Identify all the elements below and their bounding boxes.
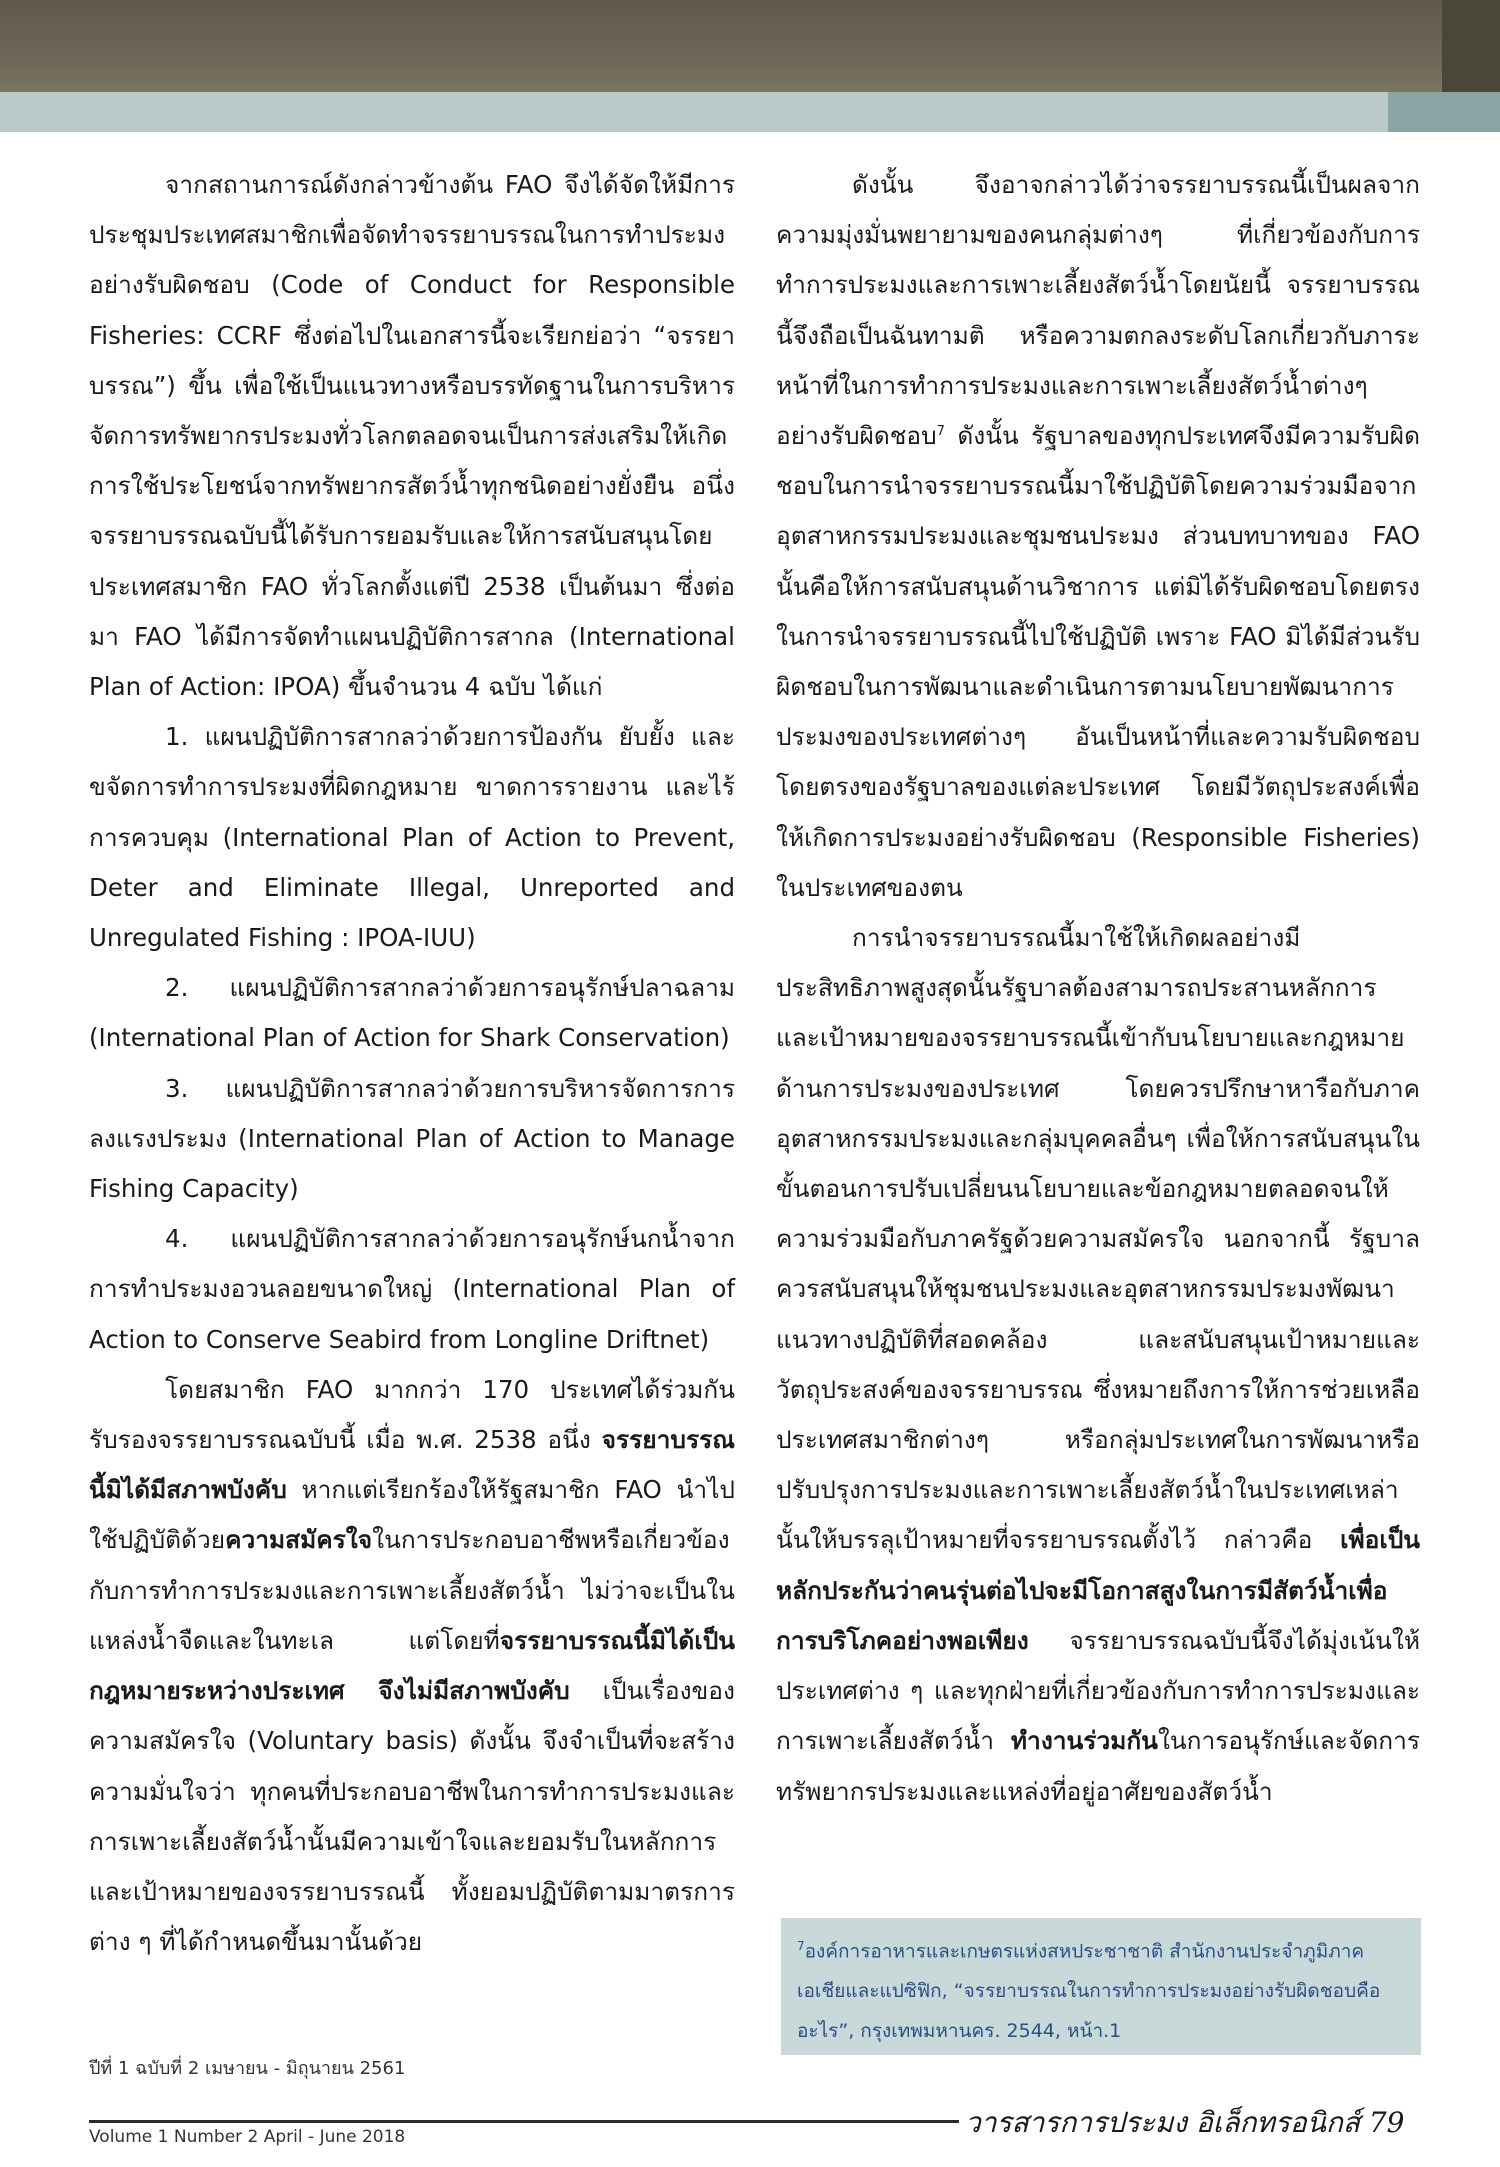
list-item-shark: 2. แผนปฏิบัติการสากลว่าด้วยการอนุรักษ์ปลาฉลาม (International Plan of Action for Shark Conservation) xyxy=(89,973,735,1053)
journal-title: วารสารการประมง อิเล็กทรอนิกส์ xyxy=(965,2106,1360,2139)
text-run: ดังนั้น จึงอาจกล่าวได้ว่าจรรยาบรรณนี้เป็นผลจากความมุ่งมั่นพยายามของคนกลุ่มต่างๆ ที่เกี่ยวข้องกับการทำการประมงและการเพาะเลี้ยงสัตว์น้ำโดยนัยนี้ จรรยาบรรณนี้จึงถือเป็นฉันทามติ หรือความตกลงระดับโลกเกี่ยวกับภาระหน้าที่ในการทำการประมงและการเพาะเลี้ยงสัตว์น้ำต่างๆ อย่างรับผิดชอบ xyxy=(776,170,1420,451)
bold-work-together: ทำงานร่วมกัน xyxy=(1010,1726,1158,1756)
text-run: ในการอนุรักษ์และจัดการทรัพยากรประมงและแหล่งที่อยู่อาศัยของสัตว์น้ำ xyxy=(776,1726,1420,1806)
list-item-ipoa-iuu: 1. แผนปฏิบัติการสากลว่าด้วยการป้องกัน ยับยั้ง และขจัดการทำการประมงที่ผิดกฎหมาย ขาดการรายงาน และไร้การควบคุม (International Plan of Action to Prevent, Deter and Eliminate Illegal, Unreported and Unregulated Fishing : IPOA-IUU) xyxy=(89,722,735,953)
footer-issue-thai: ปีที่ 1 ฉบับที่ 2 เมษายน - มิถุนายน 2561 xyxy=(89,2058,406,2079)
text-run: โดยสมาชิก FAO มากกว่า 170 ประเทศได้ร่วมกันรับรองจรรยาบรรณฉบับนี้ เมื่อ พ.ศ. 2538 อนึ่ง xyxy=(89,1374,735,1455)
paragraph-implementation xyxy=(776,913,1420,1817)
text-run: จรรยาบรรณฉบับนี้จึงได้มุ่งเน้นให้ประเทศต่าง ๆ และทุกฝ่ายที่เกี่ยวข้องกับการทำการประมงและการเพาะเลี้ยงสัตว์น้ำ xyxy=(776,1625,1420,1756)
text-run: เป็นเรื่องของความสมัครใจ (Voluntary basis) ดังนั้น จึงจำเป็นที่จะสร้างความมั่นใจว่า ทุกคนที่ประกอบอาชีพในการทำการประมงและการเพาะเลี้ยงสัตว์น้ำนั้นมีความเข้าใจและยอมรับในหลักการและเป้าหมายของจรรยาบรรณนี้ ทั้งยอมปฏิบัติตามมาตรการต่าง ๆ ที่ได้กำหนดขึ้นมานั้นด้วย xyxy=(89,1676,735,1957)
footer-rule xyxy=(89,2120,959,2123)
text-run: ดังนั้น รัฐบาลของทุกประเทศจึงมีความรับผิดชอบในการนำจรรยาบรรณนี้มาใช้ปฏิบัติโดยความร่วมมือจากอุตสาหกรรมประมงและชุมชนประมง ส่วนบทบาทของ FAO นั้นคือให้การสนับสนุนด้านวิชาการ แต่มิได้รับผิดชอบโดยตรงในการนำจรรยาบรรณนี้ไปใช้ปฏิบัติ เพราะ FAO มิได้มีส่วนรับผิดชอบในการพัฒนาและดำเนินการตามนโยบายพัฒนาการประมงของประเทศต่างๆ อันเป็นหน้าที่และความรับผิดชอบโดยตรงของรัฐบาลของแต่ละประเทศ โดยมีวัตถุประสงค์เพื่อให้เกิดการประมงอย่างรับผิดชอบ (Responsible Fisheries) ในประเทศของตน xyxy=(776,421,1420,902)
text-run: การนำจรรยาบรรณนี้มาใช้ให้เกิดผลอย่างมีประสิทธิภาพสูงสุดนั้นรัฐบาลต้องสามารถประสานหลักการและเป้าหมายของจรรยาบรรณนี้เข้ากับนโยบายและกฎหมายด้านการประมงของประเทศ โดยควรปรึกษาหารือกับภาคอุตสาหกรรมประมงและกลุ่มบุคคลอื่นๆ เพื่อให้การสนับสนุนในขั้นตอนการปรับเปลี่ยนนโยบายและข้อกฎหมายตลอดจนให้ความร่วมมือกับภาครัฐด้วยความสมัครใจ นอกจากนี้ รัฐบาลควรสนับสนุนให้ชุมชนประมงและอุตสาหกรรมประมงพัฒนาแนวทางปฏิบัติที่สอดคล้อง และสนับสนุนเป้าหมายและวัตถุประสงค์ของจรรยาบรรณ ซึ่งหมายถึงการให้การช่วยเหลือประเทศสมาชิกต่างๆ หรือกลุ่มประเทศในการพัฒนาหรือปรับปรุงการประมงและการเพาะเลี้ยงสัตว์น้ำในประเทศเหล่านั้นให้บรรลุเป้าหมายที่จรรยาบรรณตั้งไว้ กล่าวคือ xyxy=(776,923,1420,1555)
header-dark-band xyxy=(0,0,1500,92)
footer-issue-en: Volume 1 Number 2 April - June 2018 xyxy=(89,2127,406,2147)
page-number: 79 xyxy=(1368,2106,1405,2139)
bold-guarantee: เพื่อเป็นหลักประกันว่าคนรุ่นต่อไปจะมีโอกาสสูงในการมีสัตว์น้ำเพื่อการบริโภคอย่างพอเพียง xyxy=(776,1525,1420,1655)
header-corner-block xyxy=(1442,0,1500,92)
footnote-divider xyxy=(776,1895,1420,1896)
bold-not-binding: จรรยาบรรณนี้มิได้มีสภาพบังคับ xyxy=(89,1425,735,1505)
footnote-box xyxy=(781,1918,1421,2055)
paragraph-intro: จากสถานการณ์ดังกล่าวข้างต้น FAO จึงได้จัดให้มีการประชุมประเทศสมาชิกเพื่อจัดทำจรรยาบรรณในการทำประมงอย่างรับผิดชอบ (Code of Conduct for Responsible Fisheries: CCRF ซึ่งต่อไปในเอกสารนี้จะเรียกย่อว่า “จรรยาบรรณ”) ขึ้น เพื่อใช้เป็นแนวทางหรือบรรทัดฐานในการบริหารจัดการทรัพยากรประมงทั่วโลกตลอดจนเป็นการส่งเสริมให้เกิดการใช้ประโยชน์จากทรัพยากรสัตว์น้ำทุกชนิดอย่างยั่งยืน อนึ่ง จรรยาบรรณฉบับนี้ได้รับการยอมรับและให้การสนับสนุนโดยประเทศสมาชิก FAO ทั่วโลกตั้งแต่ปี 2538 เป็นต้นมา ซึ่งต่อมา FAO ได้มีการจัดทำแผนปฏิบัติการสากล (International Plan of Action: IPOA) ขึ้นจำนวน 4 ฉบับ ได้แก่ xyxy=(89,170,735,702)
text-run: ในการประกอบอาชีพหรือเกี่ยวข้องกับการทำการประมงและการเพาะเลี้ยงสัตว์น้ำ ไม่ว่าจะเป็นในแหล่งน้ำจืดและในทะเล แต่โดยที่ xyxy=(89,1525,735,1655)
left-column xyxy=(89,160,735,1967)
header-teal-accent xyxy=(1388,92,1500,132)
header-teal-band xyxy=(0,92,1500,132)
list-item-seabird: 4. แผนปฏิบัติการสากลว่าด้วยการอนุรักษ์นกน้ำจากการทำประมงอวนลอยขนาดใหญ่ (International Plan of Action to Conserve Seabird from Longline Driftnet) xyxy=(89,1224,735,1354)
list-item-fishing-capacity: 3. แผนปฏิบัติการสากลว่าด้วยการบริหารจัดการการลงแรงประมง (International Plan of Action to Manage Fishing Capacity) xyxy=(89,1073,735,1204)
footer-journal xyxy=(965,2101,1404,2145)
footnote-ref: 7 xyxy=(936,423,945,439)
footnote-marker: 7 xyxy=(797,1939,805,1953)
bold-not-law: จรรยาบรรณนี้มิได้เป็นกฎหมายระหว่างประเทศ จึงไม่มีสภาพบังคับ xyxy=(89,1625,735,1706)
footnote-text: องค์การอาหารและเกษตรแห่งสหประชาชาติ สำนักงานประจำภูมิภาคเอเชียและแปซิฟิก, “จรรยาบรรณในการทำการประมงอย่างรับผิดชอบคืออะไร”, กรุงเทพมหานคร. 2544, หน้า.1 xyxy=(797,1940,1381,2043)
paragraph-voluntary xyxy=(89,1365,735,1967)
paragraph-consensus xyxy=(776,160,1420,913)
right-column xyxy=(776,160,1420,1817)
text-run: หากแต่เรียกร้องให้รัฐสมาชิก FAO นำไปใช้ปฏิบัติด้วย xyxy=(89,1475,735,1555)
bold-voluntary: ความสมัครใจ xyxy=(225,1525,373,1555)
